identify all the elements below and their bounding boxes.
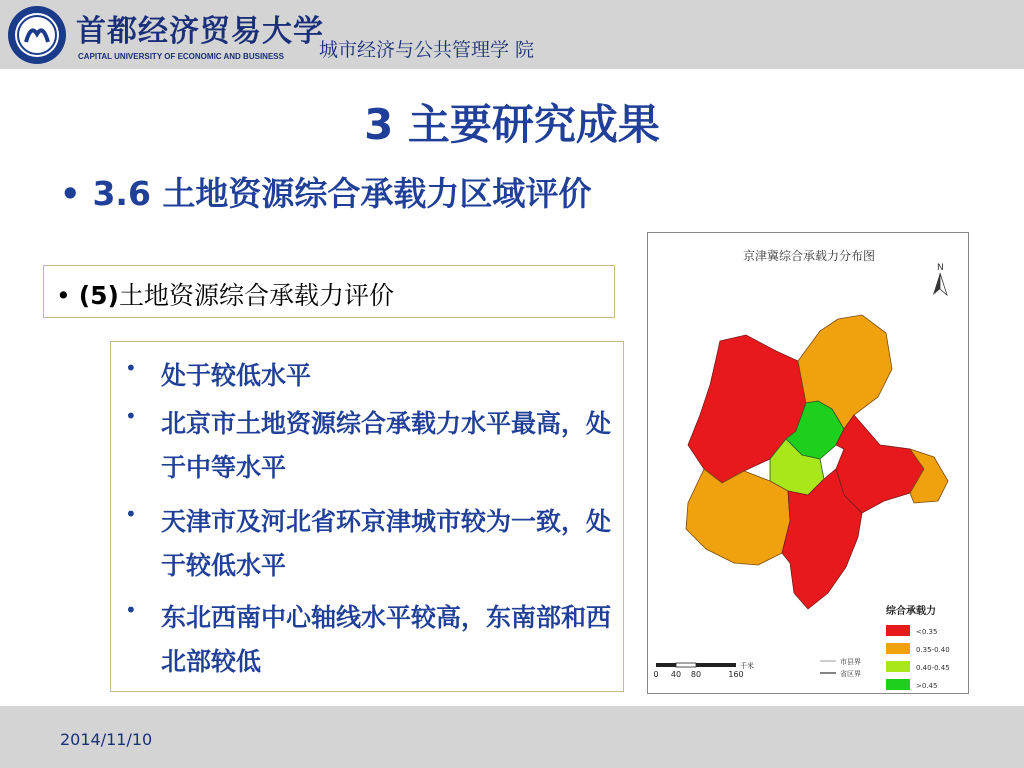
section-heading-box (43, 265, 615, 318)
scale-label: 40 (670, 670, 682, 679)
footer-bar (0, 706, 1024, 768)
legend-item (886, 643, 950, 654)
bullet-dot: • (125, 598, 137, 622)
north-arrow-icon (933, 263, 947, 295)
scale-label: 80 (690, 670, 702, 679)
line-legend-label: 市县界 (840, 658, 861, 666)
map-canvas (648, 233, 970, 695)
legend-item (886, 625, 937, 636)
legend-item (886, 679, 937, 690)
university-seal-icon (6, 4, 68, 66)
university-name-en: CAPITAL UNIVERSITY OF ECONOMIC AND BUSINESS (78, 52, 284, 61)
finding-text: 北京市土地资源综合承载力水平最高，处于中等水平 (161, 409, 612, 482)
legend-label: >0.45 (916, 682, 938, 690)
finding-text: 东北西南中心轴线水平较高，东南部和西北部较低 (161, 603, 612, 676)
map-title: 京津冀综合承载力分布图 (742, 249, 875, 263)
header-bar (0, 0, 1024, 69)
scale-label: 0 (653, 670, 659, 679)
scale-unit: 千米 (740, 662, 754, 670)
slide-title: 3 主要研究成果 (364, 100, 660, 149)
university-logo (6, 4, 324, 66)
north-label: N (937, 263, 944, 273)
findings-box (110, 341, 624, 692)
section-heading: • (5)土地资源综合承载力评价 (56, 281, 394, 310)
subtitle-text: 3.6 土地资源综合承载力区域评价 (92, 174, 592, 213)
subtitle-bullet: • (60, 175, 81, 213)
scale-bar (653, 661, 754, 679)
legend-label: 0.40-0.45 (916, 664, 950, 672)
legend-swatch (886, 643, 910, 654)
line-legend-label: 省区界 (840, 670, 861, 678)
legend-swatch (886, 679, 910, 690)
finding-text: 天津市及河北省环京津城市较为一致，处于较低水平 (161, 507, 612, 580)
bullet-dot: • (125, 356, 137, 380)
school-name: 城市经济与公共管理学 院 (319, 39, 535, 61)
university-name: 首都经济贸易大学 (76, 14, 324, 49)
legend-item (886, 661, 950, 672)
slide-date: 2014/11/10 (60, 730, 153, 749)
legend-swatch (886, 625, 910, 636)
section-heading-number: (5) (78, 281, 119, 310)
bullet-dot: • (125, 404, 137, 428)
section-heading-text: 土地资源综合承载力评价 (118, 281, 394, 310)
legend-swatch (886, 661, 910, 672)
legend-title: 综合承载力 (886, 606, 936, 617)
finding-text: 处于较低水平 (161, 361, 312, 390)
bullet-dot: • (125, 502, 137, 526)
legend-label: 0.35-0.40 (916, 646, 950, 654)
line-legend (820, 657, 861, 678)
subtitle (60, 168, 591, 215)
capacity-map (647, 232, 969, 694)
scale-label: 160 (728, 670, 744, 679)
map-region-southwest (686, 469, 790, 565)
map-region-east (836, 415, 924, 513)
legend-label: <0.35 (916, 628, 938, 636)
